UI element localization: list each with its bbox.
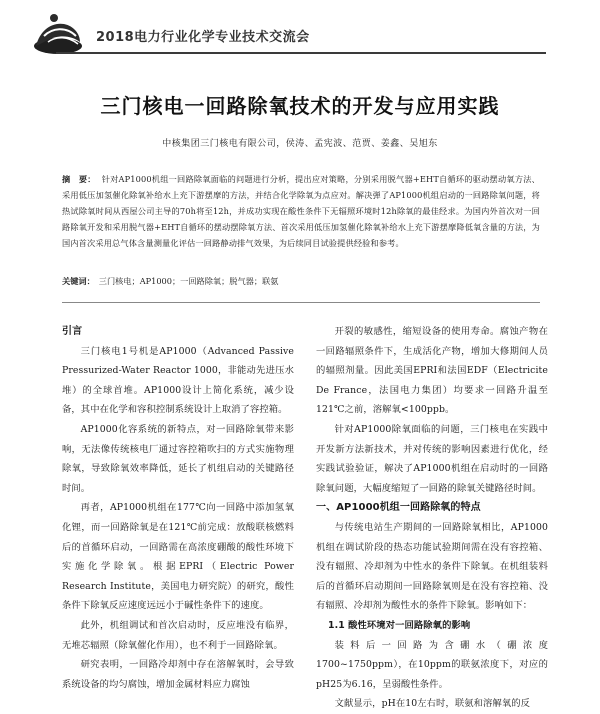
abstract: [62, 171, 540, 251]
body-paragraph: 三门核电1号机是AP1000（Advanced Passive Pressurized-Water Reactor 1000，非能动先进压水堆）的全球首堆。AP1000设计上简化系统，减少设备，其中在化学和容积控制系统设计上取消了容控箱。: [62, 345, 294, 416]
body-paragraph: 开裂的敏感性，缩短设备的使用寿命。腐蚀产物在一回路辐照条件下，生成活化产物，增加大修期间人员的辐照剂量。因此美国EPRI和法国EDF（Electricite De France，法国电力集团）均要求一回路升温至121℃之前，溶解氧<100ppb。: [316, 326, 548, 416]
body-column-right: [316, 322, 548, 714]
body-paragraph: 再者，AP1000机组在177℃向一回路中添加氢氧化锂，而一回路除氧是在121℃前完成：放酸联核燃料后的首循环启动，一回路需在高浓度硼酸的酸性环境下实施化学除氧。根据EPRI（Electric Power Research Institute，美国电力研究院）的研究，酸性条件下除氧反应速度远远小于碱性条件下的速度。: [62, 502, 294, 612]
keywords: [62, 276, 540, 287]
body-column-left: [62, 322, 294, 694]
abstract-text: 针对AP1000机组一回路除氧面临的问题进行分析，提出应对策略，分别采用脱气器+EHT自循环的驱动摆动氧方法、采用低压加氢催化除氧补给水上充下游摆摩的方法，并结合化学除氧为点应对。解决弹了AP1000机组启动的一回路除氧问题，将热试除氧时间从西屋公司主导的70h将至12h，并成功实现在酸性条件下无辐照环境时12h除氧的最佳经求。为国内外首次对一回路除氧开发和采用脱气器+EHT自循环的摆动摆除氧方法、首次采用低压加氢催化除氧补给水上充下游摆摩降低氧含量的方法，为国内首次采用总气体含量测量化评估一回路静动排气效果，为后续同目试验提供经验和参考。: [62, 174, 540, 248]
body-paragraph: 研究表明，一回路冷却剂中存在溶解氧时，会导致系统设备的均匀腐蚀，增加金属材料应力腐蚀: [62, 659, 294, 690]
section-divider: [62, 302, 540, 303]
keywords-text: 三门核电；AP1000；一回路除氧；脱气器；联氨: [98, 276, 279, 286]
body-paragraph: 与传统电站生产期间的一回路除氧相比，AP1000机组在调试阶段的热态功能试验期间需在没有容控箱、没有辐照、冷却剂为中性水的条件下除氧。在机组装料后的首循环启动期间一回路除氧则是在没有容控箱、没有辐照、冷却剂为酸性水的条件下除氧。影响如下：: [316, 521, 548, 612]
subsection-heading: 1.1 酸性环境对一回路除氧的影响: [328, 619, 471, 631]
abstract-label: 摘 要：: [62, 174, 96, 184]
paper-authors: 中核集团三门核电有限公司，侯涛、孟宪波、范贾、姜鑫、吴旭东: [162, 139, 438, 149]
body-paragraph: AP1000化容系统的新特点，对一回路除氧带来影响，无法像传统核电厂通过容控箱吹扫的方式实施物理除氧，导致除氧效率降低，延长了机组启动的关键路径时间。: [62, 423, 294, 494]
body-paragraph: 此外，机组调试和首次启动时，反应堆没有临界，无堆芯辐照（除氧催化作用），也不利于一回路除氧。: [62, 619, 294, 651]
conference-header-title: 2018电力行业化学专业技术交流会: [96, 30, 310, 45]
body-paragraph: 针对AP1000除氧面临的问题，三门核电在实践中开发新方法新技术，并对传统的影响因素进行优化，经实践试验验证，解决了AP1000机组在启动时的一回路除氧问题，大幅度缩短了一回路的除氧关键路径时间。: [316, 423, 548, 494]
intro-heading: 引言: [62, 326, 83, 337]
keywords-label: 关键词：: [62, 276, 95, 286]
body-paragraph: 装料后一回路为含硼水（硼浓度1700~1750ppm），在10ppm的联氨浓度下，对应的pH25为6.16，呈弱酸性条件。: [316, 639, 548, 690]
paper-title: 三门核电一回路除氧技术的开发与应用实践: [100, 94, 500, 118]
header-divider: [56, 52, 546, 54]
section-heading: 一、AP1000机组一回路除氧的特点: [316, 502, 481, 514]
body-paragraph: 文献显示，pH在10左右时，联氨和溶解氧的反: [334, 698, 531, 710]
